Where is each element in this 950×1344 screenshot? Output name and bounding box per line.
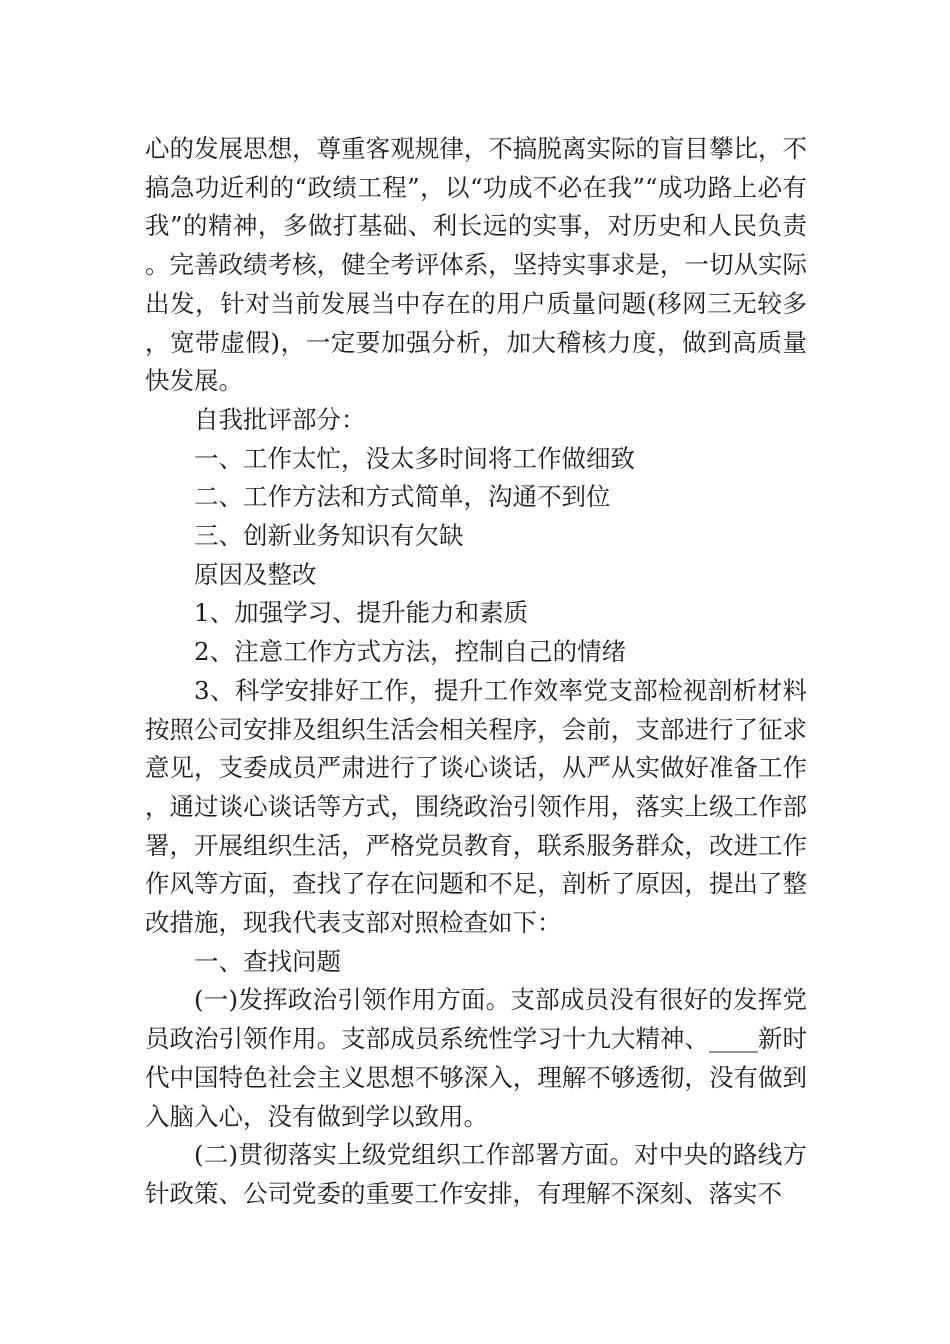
heading-self-criticism: 自我批评部分：	[194, 404, 366, 434]
list-item-criticism-3: 三、创新业务知识有欠缺	[194, 521, 464, 551]
list-item-criticism-1: 一、工作太忙，没太多时间将工作做细致	[194, 443, 635, 473]
list-item-criticism-2: 二、工作方法和方式简单，沟通不到位	[194, 482, 611, 512]
paragraph-opening: 心的发展思想，尊重客观规律，不搞脱离实际的盲目攀比，不搞急功近利的“政绩工程”，以“功成不必在我”“成功路上必有我”的精神，多做打基础、利长远的实事，对历史和人民负责。完善政绩考核，健全考评体系，坚持实事求是，一切从实际出发，针对当前发展当中存在的用户质量问题(移网三无较多，宽带虚假)，一定要加强分析，加大稽核力度，做到高质量快发展。	[145, 134, 807, 396]
document-body	[145, 130, 807, 1214]
paragraph-implementation: (二)贯彻落实上级党组织工作部署方面。对中央的路线方针政策、公司党委的重要工作安排，有理解不深刻、落实不	[145, 1140, 807, 1208]
paragraph-political-leadership: (一)发挥政治引领作用方面。支部成员没有很好的发挥党员政治引领作用。支部成员系统性学习十九大精神、____新时代中国特色社会主义思想不够深入，理解不够透彻，没有做到入脑入心，没有做到学以致用。	[145, 985, 807, 1131]
list-item-rectification-2: 2、注意工作方式方法，控制自己的情绪	[194, 637, 627, 667]
list-item-rectification-1: 1、加强学习、提升能力和素质	[194, 598, 529, 628]
heading-causes-rectification: 原因及整改	[194, 559, 317, 589]
paragraph-rectification-3: 3、科学安排好工作，提升工作效率党支部检视剖析材料按照公司安排及组织生活会相关程序，会前，支部进行了征求意见，支委成员严肃进行了谈心谈话，从严从实做好准备工作，通过谈心谈话等方式，围绕政治引领作用，落实上级工作部署，开展组织生活，严格党员教育，联系服务群众，改进工作作风等方面，查找了存在问题和不足，剖析了原因，提出了整改措施，现我代表支部对照检查如下：	[145, 675, 807, 938]
heading-find-problems: 一、查找问题	[194, 946, 341, 976]
